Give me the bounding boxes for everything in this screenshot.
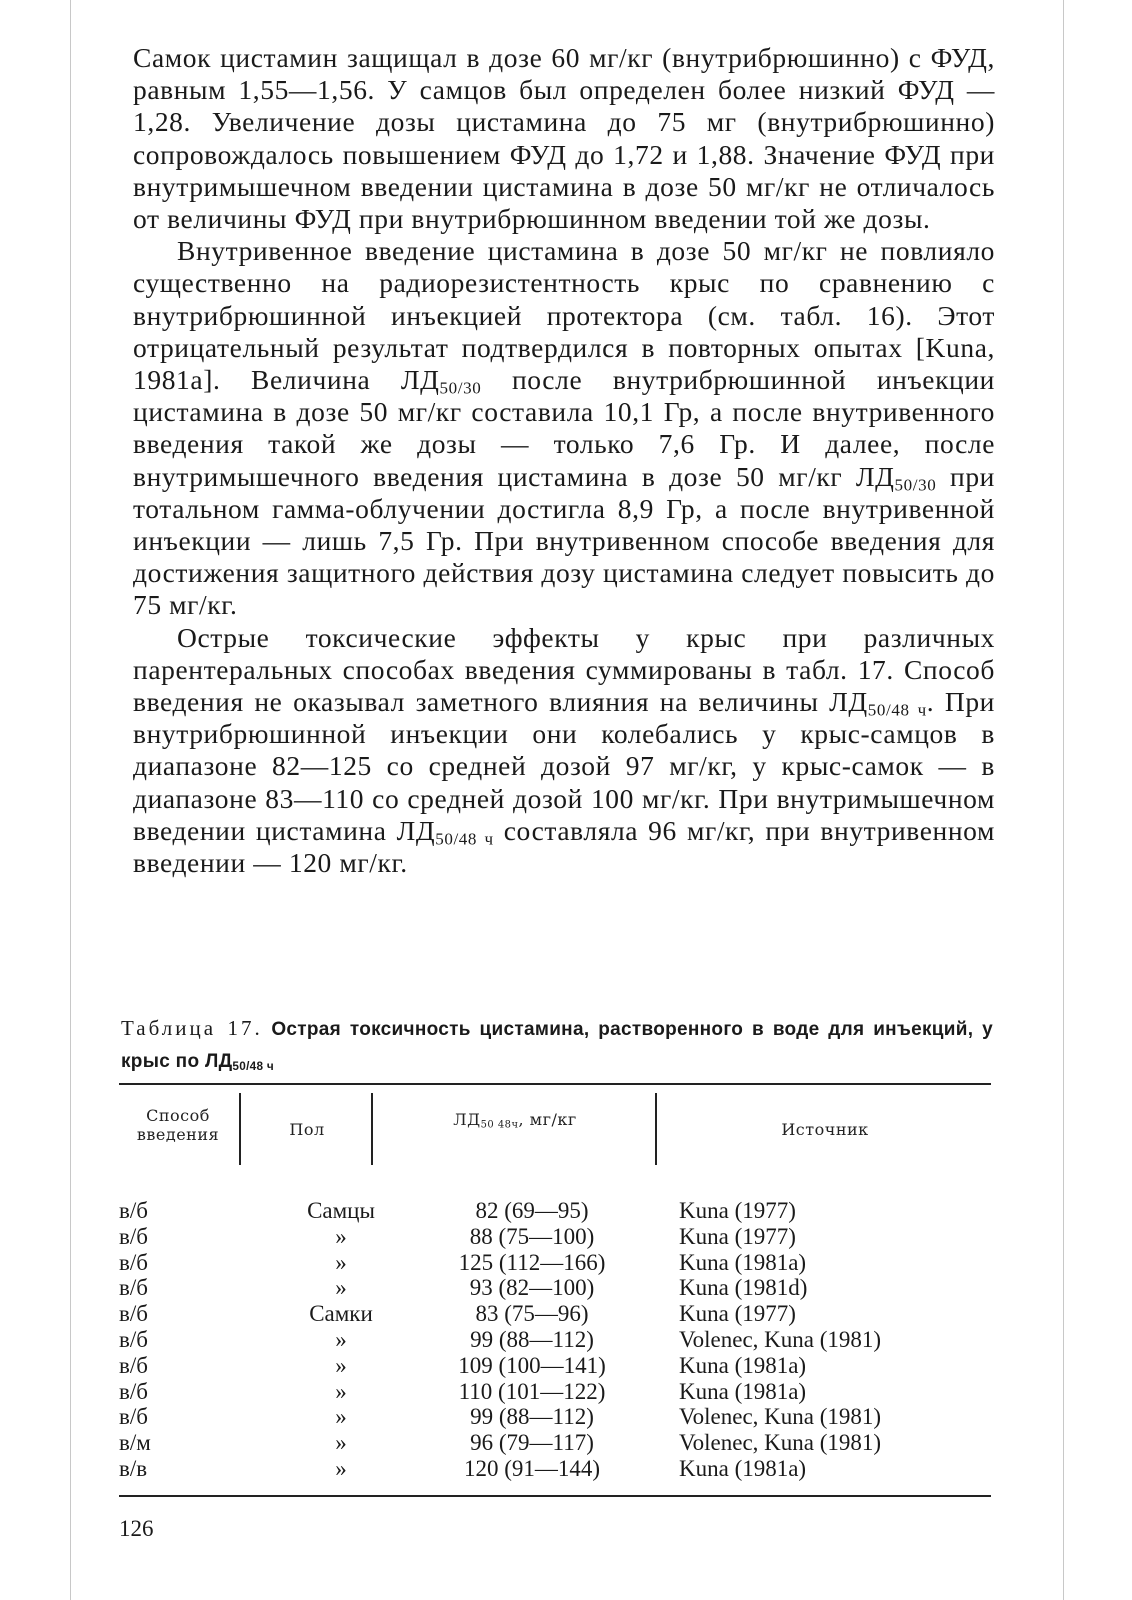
table-caption-title: Острая токсичность цистамина, растворенного в воде для инъекций, у крыс по $ЛД_{50/48 ч}$ bbox=[121, 1019, 993, 1073]
cell-sex: Самцы bbox=[307, 1198, 375, 1223]
header-divider bbox=[371, 1093, 373, 1165]
cell-route: в/б bbox=[119, 1198, 148, 1223]
cell-dose: 88 (75—100) bbox=[469, 1223, 595, 1249]
table-row bbox=[119, 1379, 999, 1405]
book-page bbox=[70, 0, 1064, 1600]
cell-dose: 109 (100—141) bbox=[458, 1352, 606, 1378]
cell-source: Kuna (1977) bbox=[679, 1223, 796, 1249]
table-row bbox=[119, 1404, 999, 1430]
table-row bbox=[119, 1224, 999, 1250]
cell-route: в/б bbox=[119, 1249, 148, 1275]
header-source: Источник bbox=[781, 1120, 869, 1139]
cell-dose: 82 (69—95) bbox=[475, 1198, 589, 1223]
cell-route: в/б bbox=[119, 1326, 148, 1352]
table-row bbox=[119, 1430, 999, 1456]
cell-sex: » bbox=[335, 1378, 347, 1404]
cell-dose: 120 (91—144) bbox=[463, 1455, 601, 1481]
cell-route: в/м bbox=[119, 1430, 151, 1456]
cell-dose: 93 (82—100) bbox=[469, 1275, 595, 1301]
header-sex: Пол bbox=[289, 1120, 325, 1139]
table-row bbox=[119, 1198, 999, 1224]
header-route: Способ введения bbox=[136, 1106, 220, 1144]
cell-source: Kuna (1977) bbox=[679, 1198, 796, 1223]
cell-sex: » bbox=[335, 1352, 347, 1378]
body-text bbox=[133, 42, 995, 879]
paragraph-2: Внутривенное введение цистамина в дозе 50 мг/кг не повлияло существенно на радиорезистентность крыс по сравнению с внутрибрюшинной инъекцией протектора (см. табл. 16). Этот отрицательный результат подтвердился в повторных опытах [Kuna, 1981a]. Величина $ЛД_{50/30}$ после внутрибрюшинной инъекции цистамина в дозе 50 мг/кг составила 10,1 Гр, а после внутривенного введения такой же дозы — только 7,6 Гр. И далее, после внутримышечного введения цистамина в дозе 50 мг/кг $ЛД_{50/30}$ при тотальном гамма-облучении достигла 8,9 Гр, а после внутривенной инъекции — лишь 7,5 Гр. При внутривенном способе введения для достижения защитного действия дозу цистамина следует повысить до 75 мг/кг. bbox=[133, 235, 995, 621]
page-number: 126 bbox=[119, 1516, 154, 1541]
table-row bbox=[119, 1250, 999, 1276]
cell-sex: » bbox=[335, 1455, 347, 1481]
cell-source: Kuna (1981a) bbox=[679, 1249, 807, 1275]
paragraph-3: Острые токсические эффекты у крыс при различных парентеральных способах введения суммированы в табл. 17. Способ введения не оказывал заметного влияния на величины $ЛД_{50/48 ч}$. При внутрибрюшинной инъекции они колебались у крыс-самцов в диапазоне 82—125 со средней дозой 97 мг/кг, у крыс-самок — в диапазоне 83—110 со средней дозой 100 мг/кг. При внутримышечном введении цистамина $ЛД_{50/48 ч}$ составляла 96 мг/кг, при внутривенном введении — 120 мг/кг. bbox=[133, 621, 996, 879]
table-row bbox=[119, 1353, 999, 1379]
table-row bbox=[119, 1456, 999, 1482]
cell-route: в/б bbox=[119, 1301, 148, 1327]
cell-source: Kuna (1981a) bbox=[679, 1378, 807, 1404]
cell-source: Kuna (1981d) bbox=[679, 1275, 808, 1301]
cell-dose: 99 (88—112) bbox=[470, 1404, 594, 1430]
table-row bbox=[119, 1301, 999, 1327]
cell-dose: 125 (112—166) bbox=[458, 1249, 606, 1275]
header-divider bbox=[239, 1093, 241, 1165]
cell-dose: 96 (79—117) bbox=[470, 1430, 594, 1456]
table-caption bbox=[121, 1013, 993, 1077]
cell-sex: Самки bbox=[309, 1301, 373, 1327]
cell-route: в/в bbox=[119, 1455, 148, 1481]
cell-source: Volenec, Kuna (1981) bbox=[679, 1430, 882, 1456]
cell-route: в/б bbox=[119, 1378, 148, 1404]
cell-sex: » bbox=[335, 1326, 347, 1352]
cell-source: Kuna (1977) bbox=[679, 1301, 796, 1327]
table-body bbox=[119, 1198, 999, 1482]
header-dose: $ЛД_{50 48ч}$, мг/кг bbox=[453, 1110, 577, 1131]
cell-route: в/б bbox=[119, 1275, 148, 1301]
cell-source: Kuna (1981a) bbox=[679, 1352, 807, 1378]
cell-sex: » bbox=[335, 1404, 347, 1430]
cell-source: Volenec, Kuna (1981) bbox=[679, 1326, 882, 1352]
cell-sex: » bbox=[335, 1430, 347, 1456]
table-row bbox=[119, 1327, 999, 1353]
table-bottom-rule bbox=[119, 1495, 991, 1497]
table-caption-label: Таблица 17. bbox=[121, 1016, 263, 1040]
cell-sex: » bbox=[335, 1249, 347, 1275]
table-row bbox=[119, 1275, 999, 1301]
cell-sex: » bbox=[335, 1223, 347, 1249]
cell-dose: 110 (101—122) bbox=[458, 1378, 606, 1404]
cell-dose: 99 (88—112) bbox=[470, 1326, 594, 1352]
paragraph-1: Самок цистамин защищал в дозе 60 мг/кг (внутрибрюшинно) с ФУД, равным 1,55—1,56. У самцов был определен более низкий ФУД — 1,28. Увеличение дозы цистамина до 75 мг (внутрибрюшинно) сопровождалось повышением ФУД до 1,72 и 1,88. Значение ФУД при внутримышечном введении цистамина в дозе 50 мг/кг не отличалось от величины ФУД при внутрибрюшинном введении той же дозы. bbox=[133, 42, 995, 235]
cell-source: Kuna (1981a) bbox=[679, 1455, 807, 1481]
cell-route: в/б bbox=[119, 1352, 148, 1378]
cell-sex: » bbox=[335, 1275, 347, 1301]
cell-dose: 83 (75—96) bbox=[475, 1301, 589, 1327]
cell-source: Volenec, Kuna (1981) bbox=[679, 1404, 882, 1430]
header-divider bbox=[655, 1093, 657, 1165]
table-top-rule bbox=[119, 1083, 991, 1085]
cell-route: в/б bbox=[119, 1223, 148, 1249]
cell-route: в/б bbox=[119, 1404, 148, 1430]
